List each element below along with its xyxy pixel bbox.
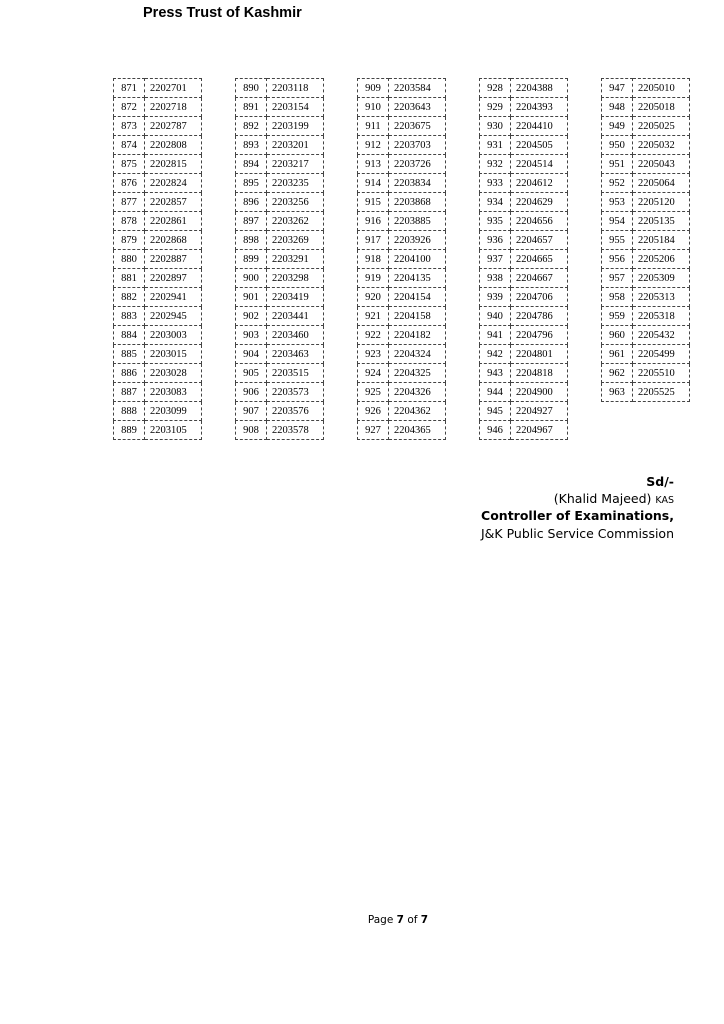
- signatory-name: (Khalid Majeed): [553, 491, 652, 506]
- roll-number-cell: 2204158: [389, 307, 446, 326]
- roll-number-cell: 2205043: [633, 155, 690, 174]
- table-row: [480, 212, 568, 231]
- roll-number-cell: 2203099: [145, 402, 202, 421]
- roll-number-cell: 2203118: [267, 79, 324, 98]
- table-row: [358, 117, 446, 136]
- serial-number-cell: 944: [480, 383, 511, 402]
- table-row: [358, 364, 446, 383]
- table-row: [480, 288, 568, 307]
- serial-number-cell: 883: [114, 307, 145, 326]
- table-row: [602, 364, 690, 383]
- roll-number-cell: 2203885: [389, 212, 446, 231]
- serial-number-cell: 919: [358, 269, 389, 288]
- table-row: [236, 383, 324, 402]
- serial-number-cell: 880: [114, 250, 145, 269]
- roll-number-cell: 2203217: [267, 155, 324, 174]
- roll-number-cell: 2203419: [267, 288, 324, 307]
- serial-number-cell: 891: [236, 98, 267, 117]
- serial-number-cell: 954: [602, 212, 633, 231]
- serial-number-cell: 941: [480, 326, 511, 345]
- table-row: [236, 136, 324, 155]
- signatory-name-line: [554, 491, 674, 506]
- roll-number-cell: 2203675: [389, 117, 446, 136]
- signature-sd: Sd/-: [646, 474, 674, 489]
- roll-number-cell: 2204135: [389, 269, 446, 288]
- serial-number-cell: 927: [358, 421, 389, 440]
- table-row: [358, 307, 446, 326]
- serial-number-cell: 905: [236, 364, 267, 383]
- roll-number-cell: 2203199: [267, 117, 324, 136]
- roll-number-table-2: [235, 78, 324, 440]
- serial-number-cell: 962: [602, 364, 633, 383]
- roll-number-cell: 2204786: [511, 307, 568, 326]
- serial-number-cell: 951: [602, 155, 633, 174]
- serial-number-cell: 963: [602, 383, 633, 402]
- serial-number-cell: 889: [114, 421, 145, 440]
- serial-number-cell: 957: [602, 269, 633, 288]
- serial-number-cell: 878: [114, 212, 145, 231]
- roll-number-table-4: [479, 78, 568, 440]
- roll-number-cell: 2205499: [633, 345, 690, 364]
- serial-number-cell: 952: [602, 174, 633, 193]
- roll-number-cell: 2202808: [145, 136, 202, 155]
- roll-number-cell: 2204927: [511, 402, 568, 421]
- roll-number-cell: 2202718: [145, 98, 202, 117]
- serial-number-cell: 956: [602, 250, 633, 269]
- table-row: [114, 383, 202, 402]
- roll-number-cell: 2202868: [145, 231, 202, 250]
- table-row: [236, 155, 324, 174]
- roll-number-cell: 2204100: [389, 250, 446, 269]
- roll-number-cell: 2203868: [389, 193, 446, 212]
- serial-number-cell: 910: [358, 98, 389, 117]
- table-row: [602, 345, 690, 364]
- roll-number-cell: 2202815: [145, 155, 202, 174]
- serial-number-cell: 903: [236, 326, 267, 345]
- roll-number-cell: 2205313: [633, 288, 690, 307]
- serial-number-cell: 893: [236, 136, 267, 155]
- roll-number-cell: 2202897: [145, 269, 202, 288]
- serial-number-cell: 953: [602, 193, 633, 212]
- roll-number-cell: 2203460: [267, 326, 324, 345]
- roll-number-cell: 2203463: [267, 345, 324, 364]
- table-row: [114, 250, 202, 269]
- roll-number-cell: 2204154: [389, 288, 446, 307]
- table-row: [602, 79, 690, 98]
- table-row: [236, 79, 324, 98]
- serial-number-cell: 904: [236, 345, 267, 364]
- serial-number-cell: 945: [480, 402, 511, 421]
- serial-number-cell: 897: [236, 212, 267, 231]
- roll-number-cell: 2204801: [511, 345, 568, 364]
- table-row: [358, 136, 446, 155]
- roll-number-cell: 2203015: [145, 345, 202, 364]
- table-row: [480, 269, 568, 288]
- table-row: [114, 155, 202, 174]
- table-row: [480, 402, 568, 421]
- roll-number-cell: 2205206: [633, 250, 690, 269]
- roll-number-cell: 2205184: [633, 231, 690, 250]
- roll-number-cell: 2203441: [267, 307, 324, 326]
- serial-number-cell: 912: [358, 136, 389, 155]
- serial-number-cell: 948: [602, 98, 633, 117]
- serial-number-cell: 938: [480, 269, 511, 288]
- serial-number-cell: 942: [480, 345, 511, 364]
- roll-number-cell: 2205018: [633, 98, 690, 117]
- signatory-designation: Controller of Examinations,: [481, 508, 674, 523]
- table-row: [480, 345, 568, 364]
- roll-number-cell: 2203643: [389, 98, 446, 117]
- serial-number-cell: 882: [114, 288, 145, 307]
- serial-number-cell: 934: [480, 193, 511, 212]
- serial-number-cell: 914: [358, 174, 389, 193]
- roll-number-cell: 2205432: [633, 326, 690, 345]
- serial-number-cell: 924: [358, 364, 389, 383]
- table-row: [602, 231, 690, 250]
- roll-number-cell: 2202945: [145, 307, 202, 326]
- roll-number-cell: 2204665: [511, 250, 568, 269]
- roll-number-cell: 2202861: [145, 212, 202, 231]
- serial-number-cell: 925: [358, 383, 389, 402]
- roll-number-cell: 2204667: [511, 269, 568, 288]
- table-row: [358, 269, 446, 288]
- roll-number-cell: 2204182: [389, 326, 446, 345]
- table-row: [480, 307, 568, 326]
- table-row: [480, 98, 568, 117]
- table-row: [602, 212, 690, 231]
- serial-number-cell: 939: [480, 288, 511, 307]
- serial-number-cell: 947: [602, 79, 633, 98]
- serial-number-cell: 926: [358, 402, 389, 421]
- roll-number-cell: 2204796: [511, 326, 568, 345]
- serial-number-cell: 929: [480, 98, 511, 117]
- table-row: [602, 193, 690, 212]
- roll-number-cell: 2204612: [511, 174, 568, 193]
- roll-number-cell: 2204656: [511, 212, 568, 231]
- roll-number-cell: 2203256: [267, 193, 324, 212]
- roll-number-cell: 2202824: [145, 174, 202, 193]
- serial-number-cell: 884: [114, 326, 145, 345]
- table-row: [114, 231, 202, 250]
- serial-number-cell: 932: [480, 155, 511, 174]
- serial-number-cell: 943: [480, 364, 511, 383]
- serial-number-cell: 892: [236, 117, 267, 136]
- serial-number-cell: 887: [114, 383, 145, 402]
- roll-number-cell: 2202887: [145, 250, 202, 269]
- roll-number-cell: 2204818: [511, 364, 568, 383]
- table-row: [480, 193, 568, 212]
- serial-number-cell: 879: [114, 231, 145, 250]
- table-row: [236, 231, 324, 250]
- table-row: [480, 136, 568, 155]
- serial-number-cell: 899: [236, 250, 267, 269]
- footer-total-pages: 7: [420, 914, 429, 926]
- table-row: [602, 326, 690, 345]
- serial-number-cell: 949: [602, 117, 633, 136]
- serial-number-cell: 913: [358, 155, 389, 174]
- table-row: [236, 402, 324, 421]
- table-row: [114, 345, 202, 364]
- roll-number-cell: 2203703: [389, 136, 446, 155]
- roll-number-cell: 2203576: [267, 402, 324, 421]
- serial-number-cell: 890: [236, 79, 267, 98]
- table-row: [114, 136, 202, 155]
- table-row: [602, 269, 690, 288]
- table-row: [358, 383, 446, 402]
- table-row: [236, 212, 324, 231]
- table-row: [236, 364, 324, 383]
- roll-number-cell: 2205010: [633, 79, 690, 98]
- table-row: [236, 174, 324, 193]
- table-row: [236, 288, 324, 307]
- roll-number-cell: 2204393: [511, 98, 568, 117]
- serial-number-cell: 901: [236, 288, 267, 307]
- serial-number-cell: 886: [114, 364, 145, 383]
- serial-number-cell: 940: [480, 307, 511, 326]
- table-row: [602, 250, 690, 269]
- table-row: [602, 136, 690, 155]
- serial-number-cell: 921: [358, 307, 389, 326]
- roll-number-cell: 2203291: [267, 250, 324, 269]
- table-row: [480, 326, 568, 345]
- table-row: [114, 174, 202, 193]
- serial-number-cell: 909: [358, 79, 389, 98]
- table-row: [236, 326, 324, 345]
- table-row: [358, 212, 446, 231]
- table-row: [358, 288, 446, 307]
- roll-number-cell: 2203298: [267, 269, 324, 288]
- roll-number-cell: 2203262: [267, 212, 324, 231]
- roll-number-cell: 2203584: [389, 79, 446, 98]
- serial-number-cell: 888: [114, 402, 145, 421]
- table-row: [358, 193, 446, 212]
- table-row: [358, 155, 446, 174]
- table-row: [114, 193, 202, 212]
- table-row: [480, 421, 568, 440]
- table-row: [480, 79, 568, 98]
- serial-number-cell: 875: [114, 155, 145, 174]
- table-row: [602, 383, 690, 402]
- table-row: [602, 98, 690, 117]
- table-row: [114, 98, 202, 117]
- serial-number-cell: 877: [114, 193, 145, 212]
- serial-number-cell: 895: [236, 174, 267, 193]
- serial-number-cell: 961: [602, 345, 633, 364]
- serial-number-cell: 937: [480, 250, 511, 269]
- table-row: [236, 117, 324, 136]
- roll-number-cell: 2205064: [633, 174, 690, 193]
- table-row: [480, 117, 568, 136]
- serial-number-cell: 928: [480, 79, 511, 98]
- serial-number-cell: 958: [602, 288, 633, 307]
- serial-number-cell: 960: [602, 326, 633, 345]
- serial-number-cell: 881: [114, 269, 145, 288]
- roll-number-cell: 2205032: [633, 136, 690, 155]
- table-row: [358, 250, 446, 269]
- serial-number-cell: 873: [114, 117, 145, 136]
- roll-number-cell: 2205309: [633, 269, 690, 288]
- page-footer: [0, 914, 724, 926]
- serial-number-cell: 898: [236, 231, 267, 250]
- table-row: [114, 79, 202, 98]
- serial-number-cell: 920: [358, 288, 389, 307]
- roll-number-cell: 2204362: [389, 402, 446, 421]
- table-row: [114, 212, 202, 231]
- roll-number-cell: 2205025: [633, 117, 690, 136]
- roll-number-cell: 2204325: [389, 364, 446, 383]
- table-row: [358, 174, 446, 193]
- roll-number-cell: 2203154: [267, 98, 324, 117]
- table-row: [358, 98, 446, 117]
- roll-number-cell: 2204657: [511, 231, 568, 250]
- serial-number-cell: 930: [480, 117, 511, 136]
- roll-number-cell: 2203003: [145, 326, 202, 345]
- serial-number-cell: 922: [358, 326, 389, 345]
- serial-number-cell: 931: [480, 136, 511, 155]
- table-row: [602, 174, 690, 193]
- table-row: [358, 345, 446, 364]
- table-row: [236, 193, 324, 212]
- roll-number-cell: 2204505: [511, 136, 568, 155]
- serial-number-cell: 871: [114, 79, 145, 98]
- roll-number-cell: 2204388: [511, 79, 568, 98]
- roll-number-cell: 2204410: [511, 117, 568, 136]
- roll-number-cell: 2203028: [145, 364, 202, 383]
- table-row: [358, 231, 446, 250]
- roll-number-cell: 2202701: [145, 79, 202, 98]
- serial-number-cell: 896: [236, 193, 267, 212]
- footer-current-page: 7: [396, 914, 404, 926]
- table-row: [358, 79, 446, 98]
- signatory-organization: J&K Public Service Commission: [480, 526, 674, 541]
- table-row: [236, 250, 324, 269]
- roll-number-cell: 2203269: [267, 231, 324, 250]
- table-row: [236, 269, 324, 288]
- roll-number-cell: 2203573: [267, 383, 324, 402]
- roll-number-cell: 2202787: [145, 117, 202, 136]
- serial-number-cell: 908: [236, 421, 267, 440]
- footer-of-word: of: [407, 914, 418, 926]
- table-row: [236, 307, 324, 326]
- serial-number-cell: 936: [480, 231, 511, 250]
- roll-number-cell: 2204706: [511, 288, 568, 307]
- roll-number-cell: 2204514: [511, 155, 568, 174]
- roll-number-table-5: [601, 78, 690, 402]
- table-row: [114, 117, 202, 136]
- table-row: [114, 288, 202, 307]
- table-row: [114, 402, 202, 421]
- roll-number-table-3: [357, 78, 446, 440]
- roll-number-cell: 2203235: [267, 174, 324, 193]
- serial-number-cell: 872: [114, 98, 145, 117]
- serial-number-cell: 955: [602, 231, 633, 250]
- roll-number-cell: 2204326: [389, 383, 446, 402]
- table-row: [480, 383, 568, 402]
- roll-number-cell: 2202941: [145, 288, 202, 307]
- serial-number-cell: 917: [358, 231, 389, 250]
- roll-number-cell: 2205135: [633, 212, 690, 231]
- serial-number-cell: 923: [358, 345, 389, 364]
- roll-number-cell: 2203834: [389, 174, 446, 193]
- table-row: [480, 174, 568, 193]
- serial-number-cell: 946: [480, 421, 511, 440]
- roll-number-cell: 2204900: [511, 383, 568, 402]
- roll-number-cell: 2204629: [511, 193, 568, 212]
- roll-number-cell: 2205120: [633, 193, 690, 212]
- table-row: [114, 307, 202, 326]
- serial-number-cell: 911: [358, 117, 389, 136]
- table-row: [114, 269, 202, 288]
- table-row: [114, 421, 202, 440]
- page-header-title: Press Trust of Kashmir: [143, 5, 302, 21]
- serial-number-cell: 906: [236, 383, 267, 402]
- table-row: [602, 288, 690, 307]
- roll-number-cell: 2202857: [145, 193, 202, 212]
- table-row: [236, 98, 324, 117]
- serial-number-cell: 916: [358, 212, 389, 231]
- table-row: [358, 402, 446, 421]
- serial-number-cell: 907: [236, 402, 267, 421]
- serial-number-cell: 900: [236, 269, 267, 288]
- roll-number-cell: 2205525: [633, 383, 690, 402]
- table-row: [358, 326, 446, 345]
- roll-number-cell: 2204365: [389, 421, 446, 440]
- table-row: [236, 345, 324, 364]
- footer-page-word: Page: [367, 914, 394, 926]
- table-row: [602, 155, 690, 174]
- serial-number-cell: 894: [236, 155, 267, 174]
- roll-number-cell: 2203578: [267, 421, 324, 440]
- roll-number-table-1: [113, 78, 202, 440]
- table-row: [480, 231, 568, 250]
- table-row: [480, 250, 568, 269]
- table-row: [236, 421, 324, 440]
- table-row: [114, 326, 202, 345]
- serial-number-cell: 933: [480, 174, 511, 193]
- roll-number-cell: 2203726: [389, 155, 446, 174]
- roll-number-cell: 2205318: [633, 307, 690, 326]
- serial-number-cell: 935: [480, 212, 511, 231]
- roll-number-cell: 2203105: [145, 421, 202, 440]
- serial-number-cell: 959: [602, 307, 633, 326]
- serial-number-cell: 915: [358, 193, 389, 212]
- serial-number-cell: 876: [114, 174, 145, 193]
- roll-number-cell: 2204324: [389, 345, 446, 364]
- serial-number-cell: 885: [114, 345, 145, 364]
- serial-number-cell: 902: [236, 307, 267, 326]
- serial-number-cell: 918: [358, 250, 389, 269]
- roll-number-cell: 2204967: [511, 421, 568, 440]
- roll-number-cell: 2203083: [145, 383, 202, 402]
- serial-number-cell: 874: [114, 136, 145, 155]
- table-row: [480, 364, 568, 383]
- roll-number-cell: 2203926: [389, 231, 446, 250]
- roll-number-cell: 2205510: [633, 364, 690, 383]
- table-row: [480, 155, 568, 174]
- serial-number-cell: 950: [602, 136, 633, 155]
- table-row: [358, 421, 446, 440]
- table-row: [114, 364, 202, 383]
- table-row: [602, 307, 690, 326]
- roll-number-cell: 2203201: [267, 136, 324, 155]
- table-row: [602, 117, 690, 136]
- signatory-suffix: KAS: [655, 495, 674, 506]
- roll-number-cell: 2203515: [267, 364, 324, 383]
